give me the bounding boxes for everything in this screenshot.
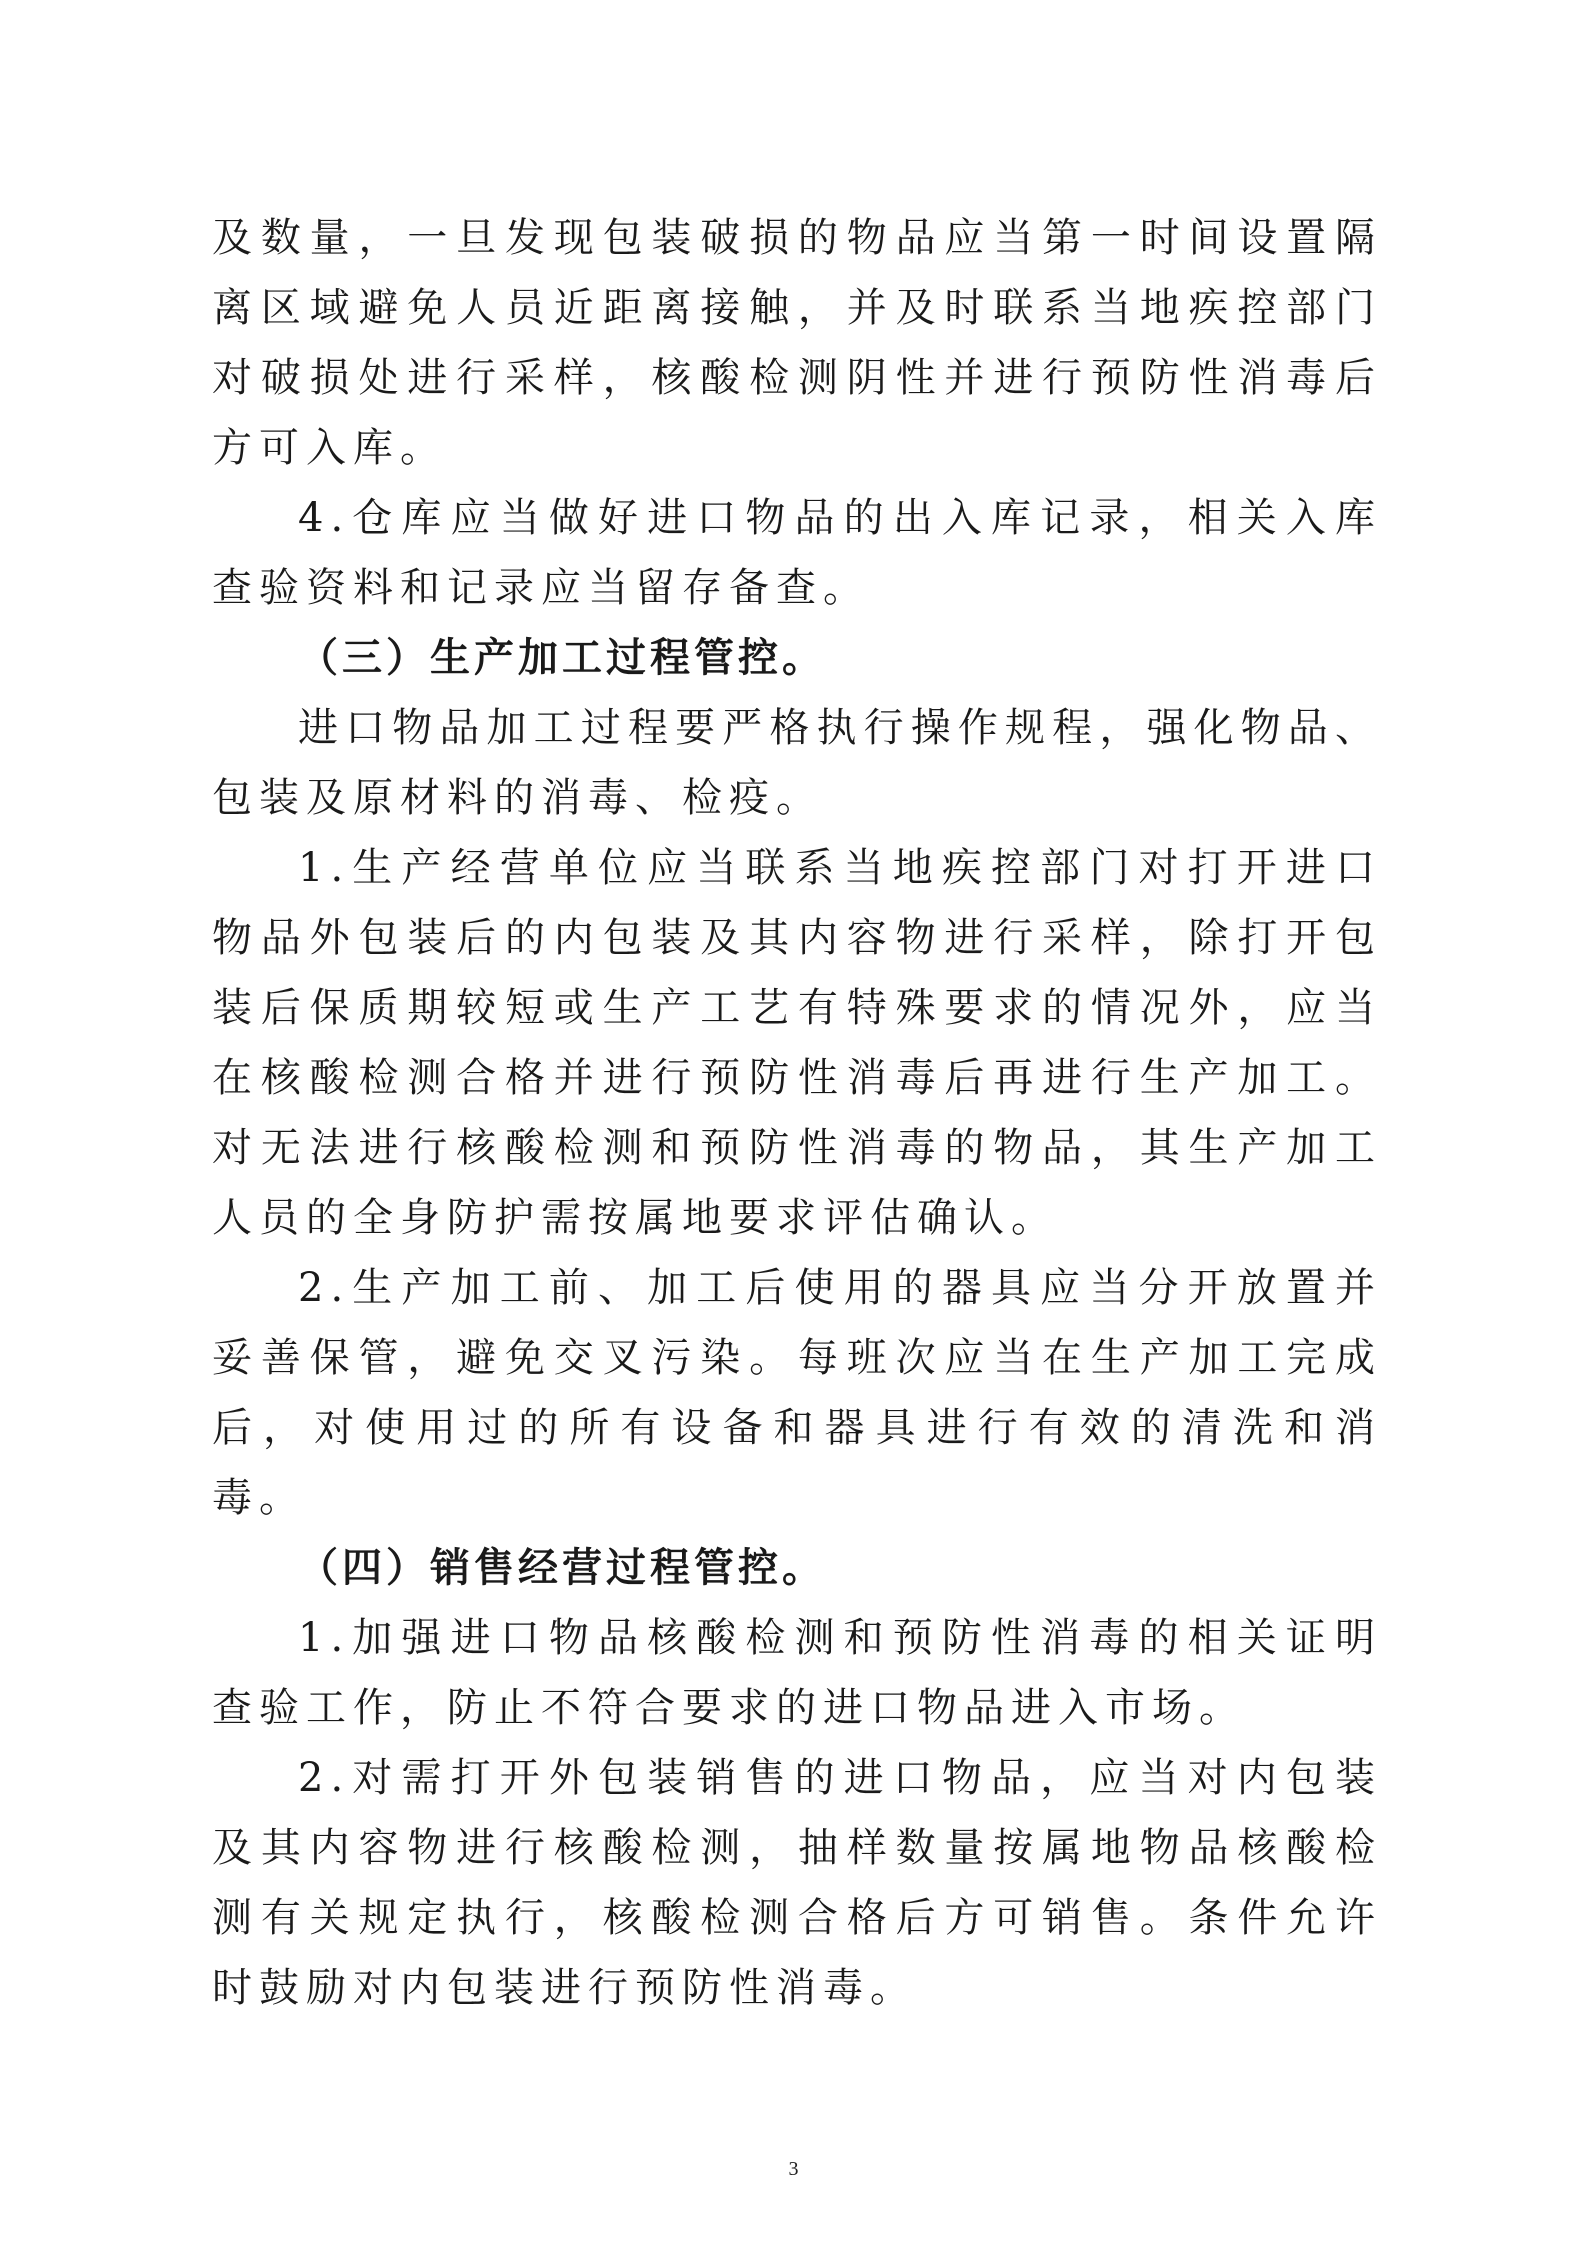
- paragraph-sales-item-1: 1.加强进口物品核酸检测和预防性消毒的相关证明查验工作，防止不符合要求的进口物品进入市场。: [212, 1615, 1382, 1731]
- section-heading-4: （四）销售经营过程管控。: [298, 1545, 826, 1591]
- paragraph-continuation: 及数量，一旦发现包装破损的物品应当第一时间设置隔离区域避免人员近距离接触，并及时联系当地疾控部门对破损处进行采样，核酸检测阴性并进行预防性消毒后方可入库。: [212, 215, 1382, 471]
- document-body: [212, 203, 1382, 2023]
- paragraph-item-1: 1.生产经营单位应当联系当地疾控部门对打开进口物品外包装后的内包装及其内容物进行采样，除打开包装后保质期较短或生产工艺有特殊要求的情况外，应当在核酸检测合格并进行预防性消毒后再进行生产加工。对无法进行核酸检测和预防性消毒的物品，其生产加工人员的全身防护需按属地要求评估确认。: [212, 845, 1382, 1241]
- paragraph-intro: 进口物品加工过程要严格执行操作规程，强化物品、包装及原材料的消毒、检疫。: [212, 705, 1382, 821]
- section-heading-3: （三）生产加工过程管控。: [298, 635, 826, 681]
- paragraph-item-4: 4.仓库应当做好进口物品的出入库记录，相关入库查验资料和记录应当留存备查。: [212, 495, 1382, 611]
- page-number: 3: [788, 2158, 799, 2180]
- paragraph-item-2: 2.生产加工前、加工后使用的器具应当分开放置并妥善保管，避免交叉污染。每班次应当在生产加工完成后，对使用过的所有设备和器具进行有效的清洗和消毒。: [212, 1265, 1382, 1521]
- paragraph-sales-item-2: 2.对需打开外包装销售的进口物品，应当对内包装及其内容物进行核酸检测，抽样数量按属地物品核酸检测有关规定执行，核酸检测合格后方可销售。条件允许时鼓励对内包装进行预防性消毒。: [212, 1755, 1382, 2011]
